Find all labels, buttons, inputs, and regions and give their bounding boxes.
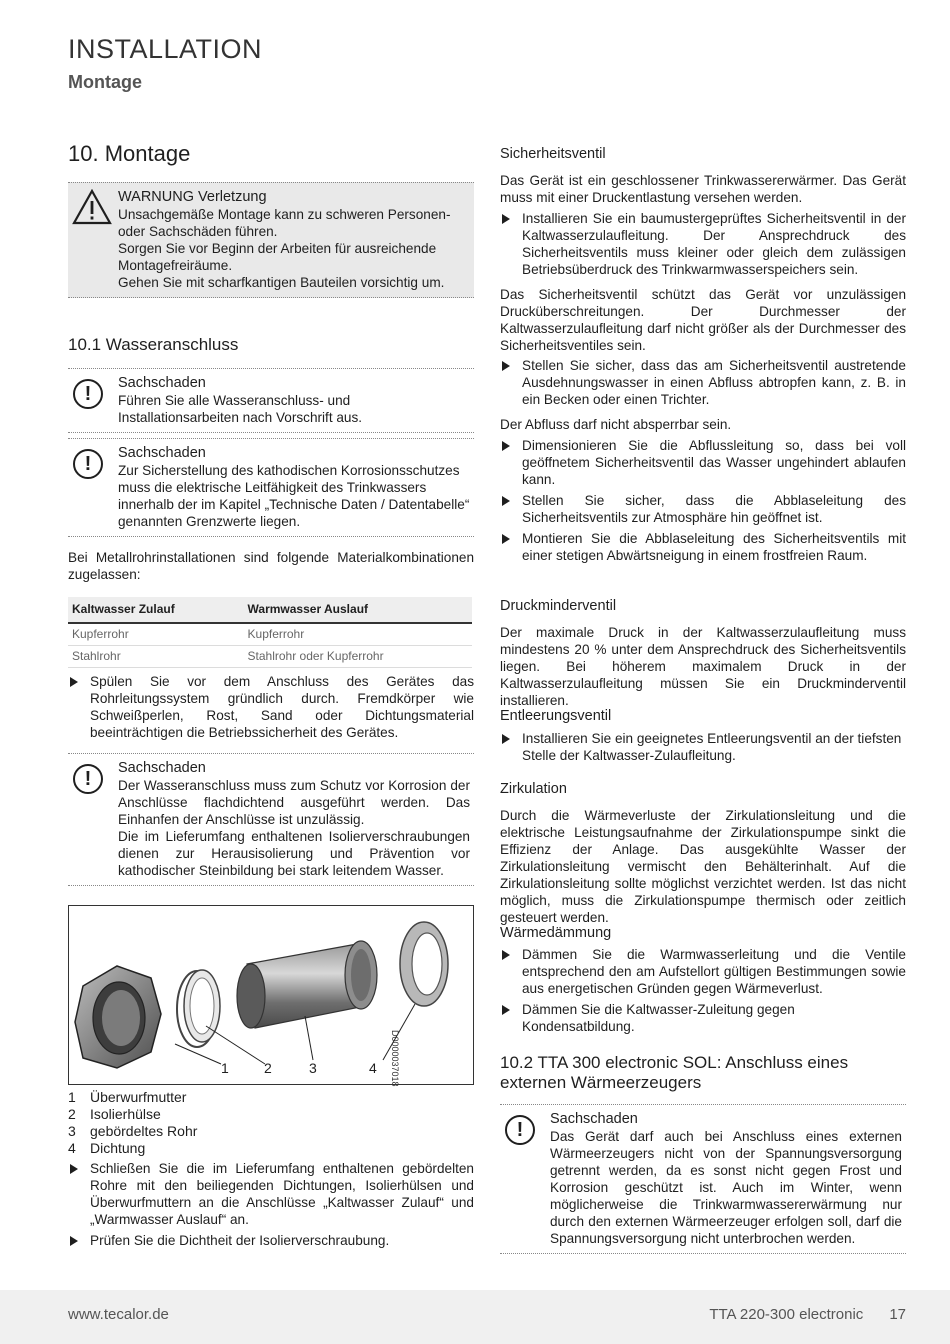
table-header: Kaltwasser Zulauf — [68, 597, 244, 623]
table-cell: Stahlrohr — [68, 646, 244, 668]
exclamation-icon: ! — [73, 764, 103, 794]
notice-title: Sachschaden — [550, 1111, 638, 1127]
notice-box — [500, 1104, 906, 1254]
footer-url: www.tecalor.de — [68, 1306, 169, 1323]
footer-product: TTA 220-300 electronic — [709, 1306, 864, 1323]
paragraph: Der maximale Druck in der Kaltwasserzulaufleitung muss mindestens 20 % unter dem Ansprechdruck des Sicherheitsventils liegen. Bei höherem maximalem Druck in der Kaltwasserzulaufleitung müssen Sie ein Druckminderventil installieren. — [500, 625, 906, 708]
running-header-title: INSTALLATION — [68, 34, 263, 64]
page-number: 17 — [889, 1306, 906, 1323]
bullet-list — [500, 730, 906, 768]
warning-line: Gehen Sie mit scharfkantigen Bauteilen vorsichtig um. — [118, 275, 445, 290]
material-table — [68, 597, 472, 668]
notice-text: Die im Lieferumfang enthaltenen Isolierverschraubungen dienen zur Herausisolierung und Prävention vor kathodischer Steinbildung bei stark leitendem Wasser. — [118, 829, 470, 878]
notice-text: Das Gerät darf auch bei Anschluss eines externen Wärmeerzeugers nicht von der Spannungsversorgung getrennt werden, da es sonst nicht gegen Frost und Korrosion geschützt ist. Auch im Winter, wenn möglicherweise die Trinkwarmwassererwärmung nur durch den externen Wärmeerzeuger erfolgen soll, darf die Spannungsversorgung nicht unterbrochen werden. — [550, 1129, 902, 1246]
notice-title: Sachschaden — [118, 760, 206, 776]
heading-druckminderventil: Druckminderventil — [500, 598, 617, 614]
paragraph: Der Abfluss darf nicht absperrbar sein. — [500, 417, 732, 432]
heading-entleerungsventil: Entleerungsventil — [500, 708, 612, 724]
heading-waermedaemmung: Wärmedämmung — [500, 925, 612, 941]
figure-label: 4 — [369, 1060, 377, 1076]
figure-label: 1 — [221, 1060, 229, 1076]
legend-item: 2 Isolierhülse — [68, 1106, 161, 1122]
bullet-list — [500, 357, 906, 412]
running-header-subtitle: Montage — [68, 72, 142, 92]
warning-line: Unsachgemäße Montage kann zu schweren Personen- oder Sachschäden führen. — [118, 207, 451, 239]
bullet-list — [500, 946, 906, 1039]
section-title: 10. Montage — [68, 141, 191, 166]
figure-label: 2 — [264, 1060, 272, 1076]
heading-sicherheitsventil: Sicherheitsventil — [500, 146, 606, 162]
table-cell: Kupferrohr — [68, 623, 244, 646]
table-cell: Stahlrohr oder Kupferrohr — [244, 646, 472, 668]
warning-box — [68, 182, 474, 298]
notice-text: Führen Sie alle Wasseranschluss- und Installationsarbeiten nach Vorschrift aus. — [118, 393, 363, 425]
figure-legend — [68, 1089, 474, 1157]
bullet-item: Installieren Sie ein baumustergeprüftes Sicherheitsventil in der Kaltwasserzulaufleitung. Der Ansprechdruck des Sicherheitsventils muss kleiner oder gleich dem zulässigen Betriebsüberdruck des Trinkwarmwasserspeichers sein. — [500, 210, 906, 278]
bullet-item: Dimensionieren Sie die Abflussleitung so, dass bei voll geöffnetem Sicherheitsventil das Wasser ungehindert ablaufen kann. — [500, 437, 906, 488]
footer-info — [709, 1306, 906, 1323]
legend-item: 4 Dichtung — [68, 1140, 146, 1156]
table-header: Warmwasser Auslauf — [244, 597, 472, 623]
notice-text: Der Wasseranschluss muss zum Schutz vor Korrosion der Anschlüsse flachdichtend ausgeführt werden. Das Einhanfen der Anschlüsse ist unzulässig. — [118, 778, 470, 827]
bullet-item: Montieren Sie die Abblaseleitung des Sicherheitsventils mit einer stetigen Abwärtsneigung in einem frostfreien Raum. — [500, 530, 906, 564]
warning-line: Sorgen Sie vor Beginn der Arbeiten für ausreichende Montagefreiräume. — [118, 241, 437, 273]
exclamation-icon: ! — [505, 1115, 535, 1145]
insulating-sleeve-shape — [177, 970, 220, 1047]
bullet-list — [500, 437, 906, 568]
warning-title: WARNUNG Verletzung — [118, 189, 267, 205]
notice-box — [68, 368, 474, 433]
legend-item: 3 gebördeltes Rohr — [68, 1123, 198, 1139]
notice-title: Sachschaden — [118, 445, 206, 461]
gasket-shape — [400, 922, 448, 1006]
bullet-list — [500, 210, 906, 282]
notice-title: Sachschaden — [118, 375, 206, 391]
paragraph: Durch die Wärmeverluste der Zirkulationsleitung und die elektrische Leistungsaufnahme der Zirkulationspumpe sinkt die Effizienz der Anlage. Das ausgekühlte Wasser der Zirkulationsleitung vermischt den Behälterinhalt. Auf die Zirkulationsleitung sollte möglichst verzichtet werden. Ist das nicht möglich, muss die Zirkulationspumpe thermisch oder zeitlich gesteuert werden. — [500, 808, 906, 925]
subsection-title: 10.1 Wasseranschluss — [68, 335, 239, 354]
notice-box — [68, 438, 474, 537]
bullet-item: Dämmen Sie die Warmwasserleitung und die Ventile entsprechend den am Aufstellort gültigen Bestimmungen sowie aus energetischen Gründen gegen Wärmeverlust. — [500, 946, 906, 997]
table-cell: Kupferrohr — [244, 623, 472, 646]
paragraph: Das Sicherheitsventil schützt das Gerät vor unzulässigen Drucküberschreitungen. Der Durchmesser der Kaltwasserzulaufleitung darf nicht größer als der Durchmesser des Sicherheitsventiles sein. — [500, 287, 906, 353]
union-nut-shape — [75, 966, 161, 1068]
exclamation-icon: ! — [73, 379, 103, 409]
heading-zirkulation: Zirkulation — [500, 781, 567, 797]
bullet-item: Stellen Sie sicher, dass das am Sicherheitsventil austretende Ausdehnungswasser in einen Abfluss abtropfen kann, z. B. in ein Becken oder einen Trichter. — [500, 357, 906, 408]
table-row — [68, 646, 472, 668]
table-row — [68, 623, 472, 646]
paragraph: Das Gerät ist ein geschlossener Trinkwassererwärmer. Das Gerät muss mit einer Druckentlastung versehen werden. — [500, 173, 906, 205]
intro-paragraph: Bei Metallrohrinstallationen sind folgende Materialkombinationen zugelassen: — [68, 550, 474, 582]
bullet-item: Stellen Sie sicher, dass die Abblaseleitung des Sicherheitsventils zur Atmosphäre hin geöffnet ist. — [500, 492, 906, 526]
figure-code: D0000037018 — [390, 1030, 400, 1087]
bullet-item: Prüfen Sie die Dichtheit der Isolierverschraubung. — [68, 1232, 474, 1249]
bullet-item: Schließen Sie die im Lieferumfang enthaltenen gebördelten Rohre mit den beiliegenden Dichtungen, Isolierhülsen und Überwurfmuttern an die Anschlüsse „Kaltwasser Zulauf“ und „Warmwasser Auslauf“ an. — [68, 1160, 474, 1228]
pipe-parts-illustration — [69, 906, 473, 1084]
exclamation-icon: ! — [73, 449, 103, 479]
bullet-item: Dämmen Sie die Kaltwasser-Zuleitung gegen Kondensatbildung. — [500, 1001, 906, 1035]
figure-label: 3 — [309, 1060, 317, 1076]
notice-text: Zur Sicherstellung des kathodischen Korrosionsschutzes muss die elektrische Leitfähigkeit des Trinkwassers innerhalb der im Kapitel „Technische Daten / Datentabelle“ genannten Grenzwerte liegen. — [118, 463, 470, 529]
notice-box — [68, 753, 474, 886]
subsection-title: 10.2 TTA 300 electronic SOL: Anschluss eines externen Wärmeerzeugers — [500, 1053, 849, 1092]
bullet-list — [68, 673, 474, 745]
bullet-item: Spülen Sie vor dem Anschluss des Gerätes das Rohrleitungssystem gründlich durch. Fremdkörper wie Schweißperlen, Rost, Sand oder Dichtungsmaterial beeinträchtigen die Betriebssicherheit des Gerätes. — [68, 673, 474, 741]
legend-item: 1 Überwurfmutter — [68, 1089, 187, 1105]
warning-triangle-icon — [72, 189, 112, 225]
bullet-list — [68, 1160, 474, 1253]
bullet-item: Installieren Sie ein geeignetes Entleerungsventil an der tiefsten Stelle der Kaltwasser-Zulaufleitung. — [500, 730, 906, 764]
flanged-pipe-shape — [237, 941, 377, 1028]
pipe-connection-figure — [68, 905, 474, 1085]
